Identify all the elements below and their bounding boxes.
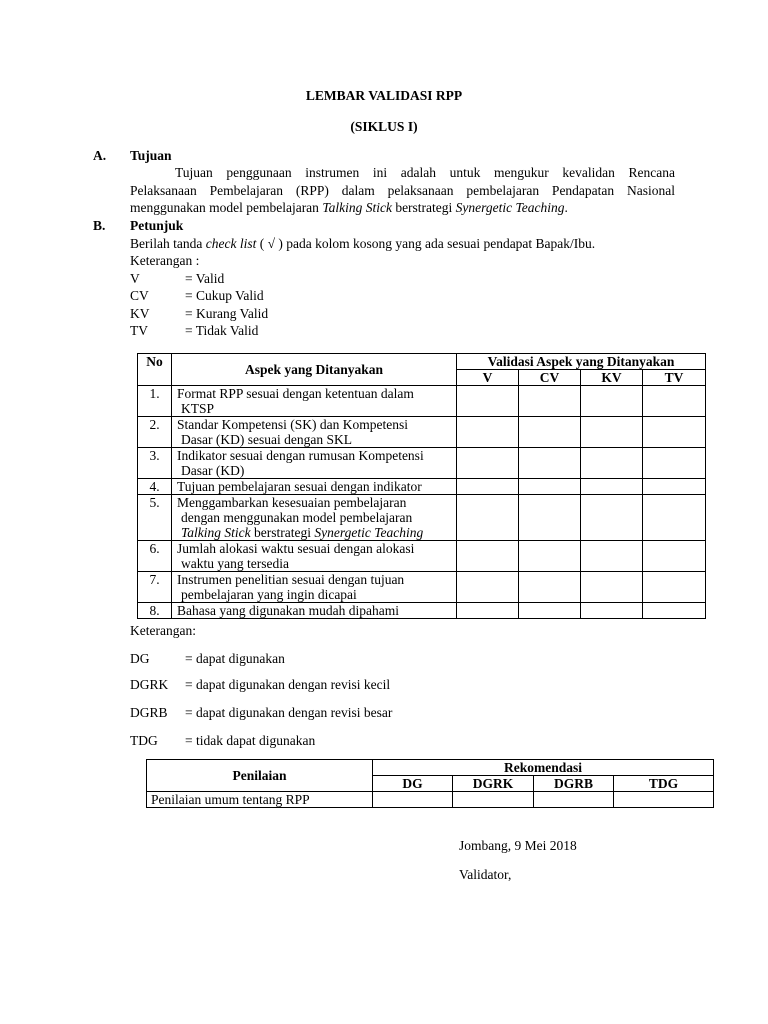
- check-cell-kv[interactable]: [581, 386, 643, 417]
- row-aspek: Indikator sesuai dengan rumusan Kompetensi Dasar (KD): [172, 448, 457, 479]
- check-cell-tv[interactable]: [643, 572, 706, 603]
- header-cv: CV: [519, 370, 581, 386]
- check-cell-cv[interactable]: [519, 386, 581, 417]
- table-row: [138, 417, 706, 448]
- row-aspek: Tujuan pembelajaran sesuai dengan indikator: [172, 479, 457, 495]
- section-b-heading: Petunjuk: [130, 218, 184, 233]
- check-cell-cv[interactable]: [519, 541, 581, 572]
- check-cell-tv[interactable]: [643, 495, 706, 541]
- header-dgrb: DGRB: [534, 776, 614, 792]
- check-cell-cv[interactable]: [519, 572, 581, 603]
- check-cell-v[interactable]: [457, 572, 519, 603]
- header-no: No: [138, 354, 172, 386]
- row-aspek: Bahasa yang digunakan mudah dipahami: [172, 603, 457, 619]
- section-a-line-2: Pelaksanaan Pembelajaran (RPP) dalam pelaksanaan pembelajaran Pendapatan Nasional: [130, 182, 675, 198]
- section-a-marker: A.: [93, 148, 107, 163]
- row-aspek: Standar Kompetensi (SK) dan Kompetensi Dasar (KD) sesuai dengan SKL: [172, 417, 457, 448]
- check-cell-tv[interactable]: [643, 386, 706, 417]
- legend-desc: = Valid: [185, 271, 225, 286]
- check-cell-kv[interactable]: [581, 479, 643, 495]
- recommendation-code: DG: [130, 651, 150, 666]
- document-title: LEMBAR VALIDASI RPP: [305, 88, 463, 103]
- recommendation-desc: = dapat digunakan dengan revisi kecil: [185, 677, 391, 692]
- legend-code: KV: [130, 306, 150, 321]
- check-cell-tdg[interactable]: [614, 792, 714, 808]
- row-number: 2.: [138, 417, 172, 448]
- check-cell-v[interactable]: [457, 386, 519, 417]
- row-number: 6.: [138, 541, 172, 572]
- header-aspek: Aspek yang Ditanyakan: [172, 354, 457, 386]
- row-aspek: Menggambarkan kesesuaian pembelajaran dengan menggunakan model pembelajaran Talking Stick berstrategi Synergetic Teaching: [172, 495, 457, 541]
- section-a-paragraph: [130, 164, 675, 217]
- section-b-marker: B.: [93, 218, 106, 233]
- row-aspek: Format RPP sesuai dengan ketentuan dalam KTSP: [172, 386, 457, 417]
- recommendation-desc: = dapat digunakan dengan revisi besar: [185, 705, 393, 720]
- check-cell-kv[interactable]: [581, 417, 643, 448]
- legend-desc: = Kurang Valid: [185, 306, 269, 321]
- table-row: [138, 603, 706, 619]
- row-aspek: Instrumen penelitian sesuai dengan tujuan pembelajaran yang ingin dicapai: [172, 572, 457, 603]
- table-row: [138, 572, 706, 603]
- check-cell-v[interactable]: [457, 448, 519, 479]
- check-cell-kv[interactable]: [581, 572, 643, 603]
- check-cell-cv[interactable]: [519, 417, 581, 448]
- check-cell-kv[interactable]: [581, 603, 643, 619]
- check-cell-tv[interactable]: [643, 541, 706, 572]
- check-cell-kv[interactable]: [581, 495, 643, 541]
- table-row: [138, 541, 706, 572]
- header-v: V: [457, 370, 519, 386]
- recommendation-desc: = dapat digunakan: [185, 651, 285, 666]
- legend-code: CV: [130, 288, 149, 303]
- table-row: [147, 792, 714, 808]
- row-aspek: Jumlah alokasi waktu sesuai dengan alokasi waktu yang tersedia: [172, 541, 457, 572]
- row-number: 3.: [138, 448, 172, 479]
- check-cell-cv[interactable]: [519, 448, 581, 479]
- document-subtitle: (SIKLUS I): [350, 119, 418, 134]
- section-a-line-3: menggunakan model pembelajaran Talking Stick berstrategi Synergetic Teaching.: [130, 200, 568, 215]
- check-cell-tv[interactable]: [643, 448, 706, 479]
- check-cell-dgrk[interactable]: [453, 792, 534, 808]
- penilaian-row-label: Penilaian umum tentang RPP: [147, 792, 373, 808]
- row-number: 5.: [138, 495, 172, 541]
- check-cell-dg[interactable]: [373, 792, 453, 808]
- row-number: 7.: [138, 572, 172, 603]
- legend-code: TV: [130, 323, 148, 338]
- header-penilaian: Penilaian: [147, 760, 373, 792]
- check-cell-cv[interactable]: [519, 495, 581, 541]
- table-row: [138, 495, 706, 541]
- header-validasi: Validasi Aspek yang Ditanyakan: [457, 354, 706, 370]
- check-cell-tv[interactable]: [643, 479, 706, 495]
- keterangan-label: Keterangan :: [130, 253, 200, 268]
- validator-label: Validator,: [459, 867, 512, 882]
- check-cell-cv[interactable]: [519, 603, 581, 619]
- check-cell-v[interactable]: [457, 541, 519, 572]
- table-row: [138, 386, 706, 417]
- legend-desc: = Cukup Valid: [185, 288, 264, 303]
- table-row: [138, 448, 706, 479]
- check-cell-kv[interactable]: [581, 541, 643, 572]
- row-number: 8.: [138, 603, 172, 619]
- check-cell-v[interactable]: [457, 603, 519, 619]
- recommendation-desc: = tidak dapat digunakan: [185, 733, 316, 748]
- legend-code: V: [130, 271, 140, 286]
- recommendation-table: [146, 759, 714, 808]
- keterangan2-heading: Keterangan:: [130, 623, 196, 638]
- header-tv: TV: [643, 370, 706, 386]
- recommendation-code: TDG: [130, 733, 158, 748]
- header-rekomendasi: Rekomendasi: [373, 760, 714, 776]
- validation-table: [137, 353, 706, 619]
- header-dg: DG: [373, 776, 453, 792]
- section-b-instruction: Berilah tanda check list ( √ ) pada kolom kosong yang ada sesuai pendapat Bapak/Ibu.: [130, 236, 596, 251]
- recommendation-code: DGRB: [130, 705, 168, 720]
- check-cell-v[interactable]: [457, 417, 519, 448]
- row-number: 1.: [138, 386, 172, 417]
- place-date: Jombang, 9 Mei 2018: [459, 838, 577, 853]
- table-row: [138, 479, 706, 495]
- check-cell-v[interactable]: [457, 479, 519, 495]
- recommendation-code: DGRK: [130, 677, 169, 692]
- section-a-heading: Tujuan: [130, 148, 172, 163]
- header-dgrk: DGRK: [453, 776, 534, 792]
- check-cell-dgrb[interactable]: [534, 792, 614, 808]
- check-cell-v[interactable]: [457, 495, 519, 541]
- check-cell-cv[interactable]: [519, 479, 581, 495]
- row-number: 4.: [138, 479, 172, 495]
- section-a-line-1: Tujuan penggunaan instrumen ini adalah untuk mengukur kevalidan Rencana: [175, 165, 675, 180]
- header-kv: KV: [581, 370, 643, 386]
- check-cell-kv[interactable]: [581, 448, 643, 479]
- check-cell-tv[interactable]: [643, 603, 706, 619]
- header-tdg: TDG: [614, 776, 714, 792]
- legend-desc: = Tidak Valid: [185, 323, 259, 338]
- check-cell-tv[interactable]: [643, 417, 706, 448]
